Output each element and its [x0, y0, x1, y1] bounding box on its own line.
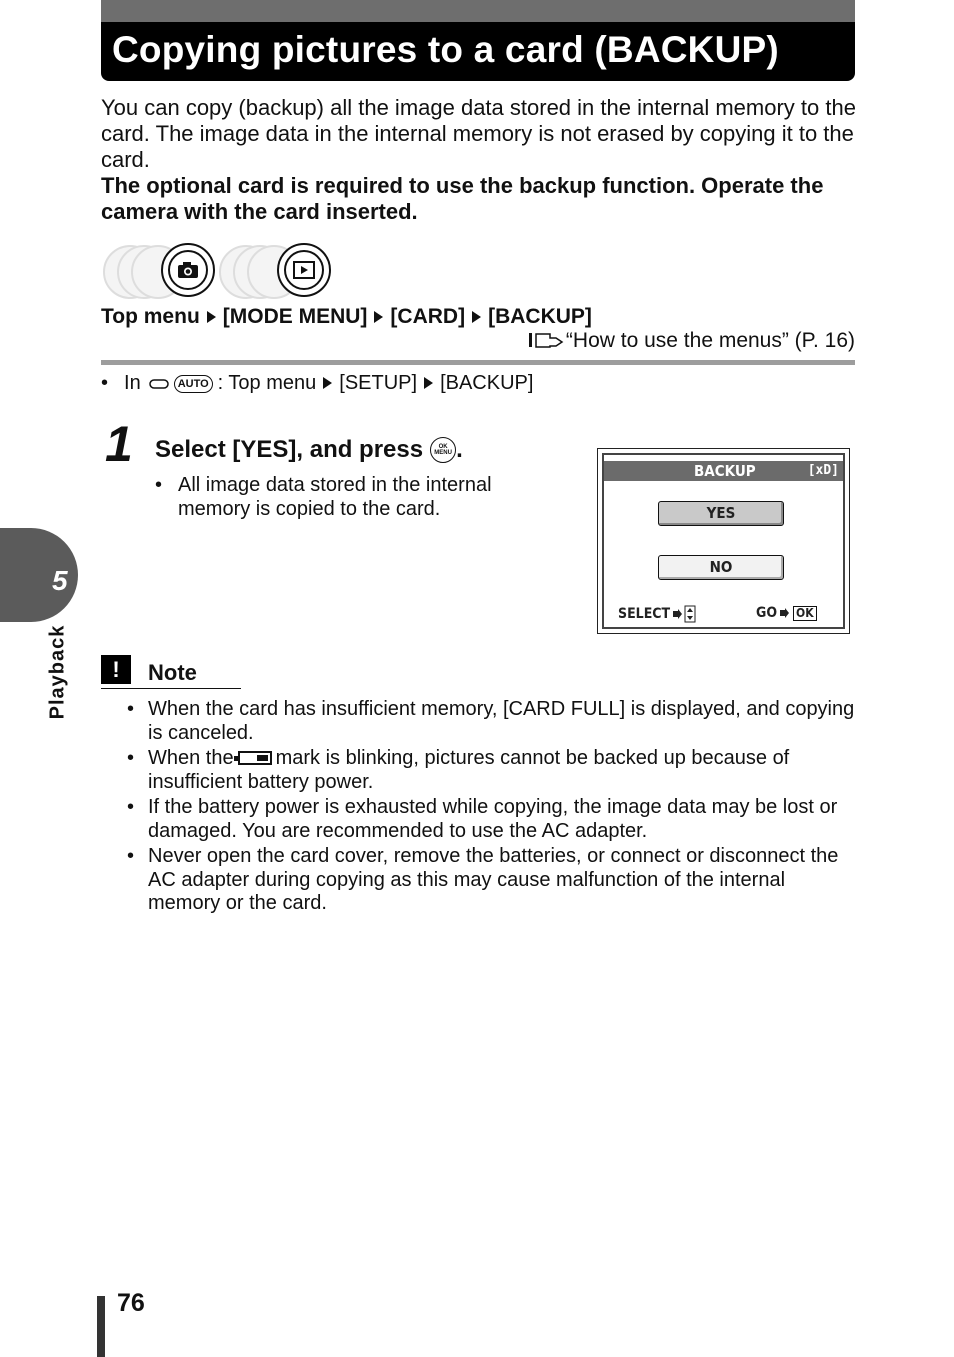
alternate-path: • In AUTO : Top menu [SETUP] [BACKUP]	[101, 372, 534, 394]
section-divider	[101, 360, 855, 365]
yes-option[interactable]: YES	[658, 501, 784, 526]
list-item: • When the card has insufficient memory, [CARD FULL] is displayed, and copying is canceled.	[127, 698, 857, 745]
camera-screen	[597, 448, 850, 634]
battery-icon	[238, 751, 272, 765]
step-title: Select [YES], and press OK MENU .	[155, 436, 463, 463]
arrow-right-icon	[472, 311, 481, 323]
list-item: • When the mark is blinking, pictures cannot be backed up because of insufficient battery power.	[127, 747, 857, 794]
step-bullet: • All image data stored in the internal memory is copied to the card.	[155, 474, 492, 520]
arrow-right-icon	[424, 377, 433, 389]
ok-menu-button-icon: OK MENU	[430, 437, 456, 463]
page-reference: “How to use the menus” (P. 16)	[528, 329, 855, 353]
up-down-arrows-icon	[684, 605, 696, 623]
ok-icon: OK	[793, 606, 817, 621]
list-item: • Never open the card cover, remove the batteries, or connect or disconnect the AC adapter during copying as this may cause malfunction of the internal memory or the card.	[127, 845, 857, 916]
auto-mode-icon: AUTO	[174, 375, 213, 393]
mode-dial-icon	[149, 378, 169, 390]
go-hint: GO OK	[756, 605, 817, 621]
no-option[interactable]: NO	[658, 555, 784, 580]
menu-path: Top menu [MODE MENU] [CARD] [BACKUP]	[101, 305, 592, 328]
mode-camera	[103, 243, 215, 297]
intro-paragraph: You can copy (backup) all the image data stored in the internal memory to the card. The image data in the internal memory is not erased by copying it to the card.	[101, 95, 856, 172]
screen-title-bar: BACKUP [xD]	[604, 461, 843, 481]
xd-card-icon: [xD]	[807, 463, 839, 478]
note-underline	[101, 688, 241, 689]
camera-mode-icon	[168, 250, 208, 290]
reference-icon	[528, 331, 566, 349]
chapter-number: 5	[52, 565, 68, 596]
note-icon: !	[101, 655, 131, 684]
mode-playback	[219, 243, 331, 297]
page-number: 76	[117, 1289, 145, 1317]
select-hint: SELECT	[618, 605, 696, 623]
note-list	[127, 698, 857, 918]
step-number: 1	[105, 416, 133, 472]
playback-mode-icon	[284, 250, 324, 290]
arrow-right-icon	[207, 311, 216, 323]
arrow-right-icon	[374, 311, 383, 323]
arrow-right-icon	[323, 377, 332, 389]
note-title: Note	[148, 660, 197, 685]
intro-requirement: The optional card is required to use the backup function. Operate the camera with the card inserted.	[101, 173, 824, 224]
arrow-right-icon	[672, 609, 682, 619]
list-item: • If the battery power is exhausted while copying, the image data may be lost or damaged. You are recommended to use the AC adapter.	[127, 796, 857, 843]
arrow-right-icon	[779, 608, 789, 618]
intro-text	[101, 95, 861, 225]
page-title: Copying pictures to a card (BACKUP)	[112, 29, 779, 70]
header-top-band	[101, 0, 855, 22]
chapter-label: Playback	[46, 624, 69, 720]
footer-bar	[97, 1296, 105, 1357]
